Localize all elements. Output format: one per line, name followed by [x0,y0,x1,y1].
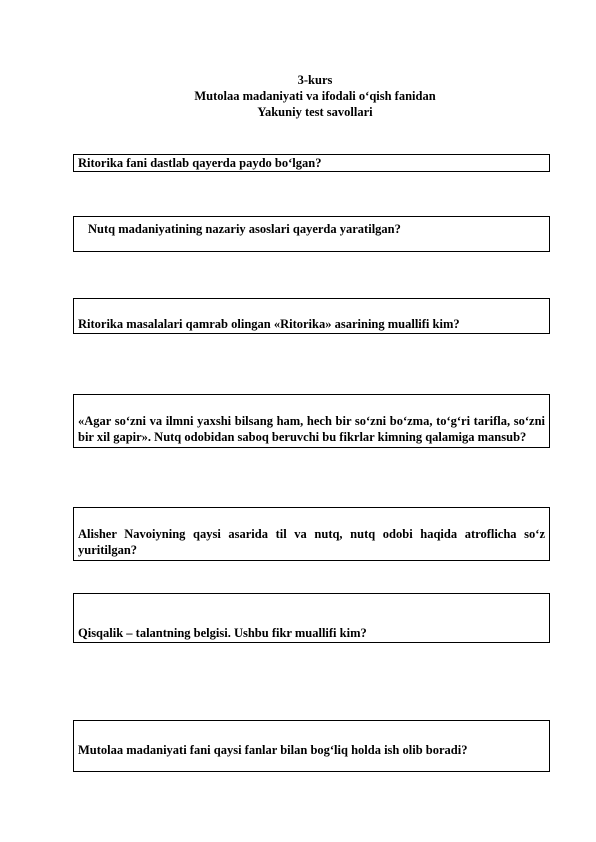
question-text: Nutq madaniyatining nazariy asoslari qayerda yaratilgan? [88,222,401,236]
test-title: Yakuniy test savollari [257,105,373,119]
subject-title: Mutolaa madaniyati va ifodali o‘qish fanidan [194,89,436,103]
course-label: 3-kurs [297,73,333,87]
question-text: «Agar so‘zni va ilmni yaxshi bilsang ham, hech bir so‘zni bo‘zma, to‘g‘ri tarifla, so‘zni bir xil gapir». Nutq odobidan saboq beruvchi bu fikrlar kimning qalamiga mansub? [78,414,545,444]
question-box-5 [73,507,550,561]
question-box-1 [73,154,550,172]
question-box-3 [73,298,550,334]
question-text: Ritorika masalalari qamrab olingan «Ritorika» asarining muallifi kim? [78,317,460,331]
question-text: Qisqalik – talantning belgisi. Ushbu fikr muallifi kim? [78,626,367,640]
question-box-4 [73,394,550,448]
question-text: Mutolaa madaniyati fani qaysi fanlar bilan bog‘liq holda ish olib boradi? [78,743,468,757]
question-box-6 [73,593,550,643]
question-text: Ritorika fani dastlab qayerda paydo bo‘lgan? [78,156,322,170]
document-header [0,72,596,120]
question-box-7 [73,720,550,772]
question-text: Alisher Navoiyning qaysi asarida til va nutq, nutq odobi haqida atroflicha so‘z yuritilgan? [78,527,545,557]
question-box-2 [73,216,550,252]
